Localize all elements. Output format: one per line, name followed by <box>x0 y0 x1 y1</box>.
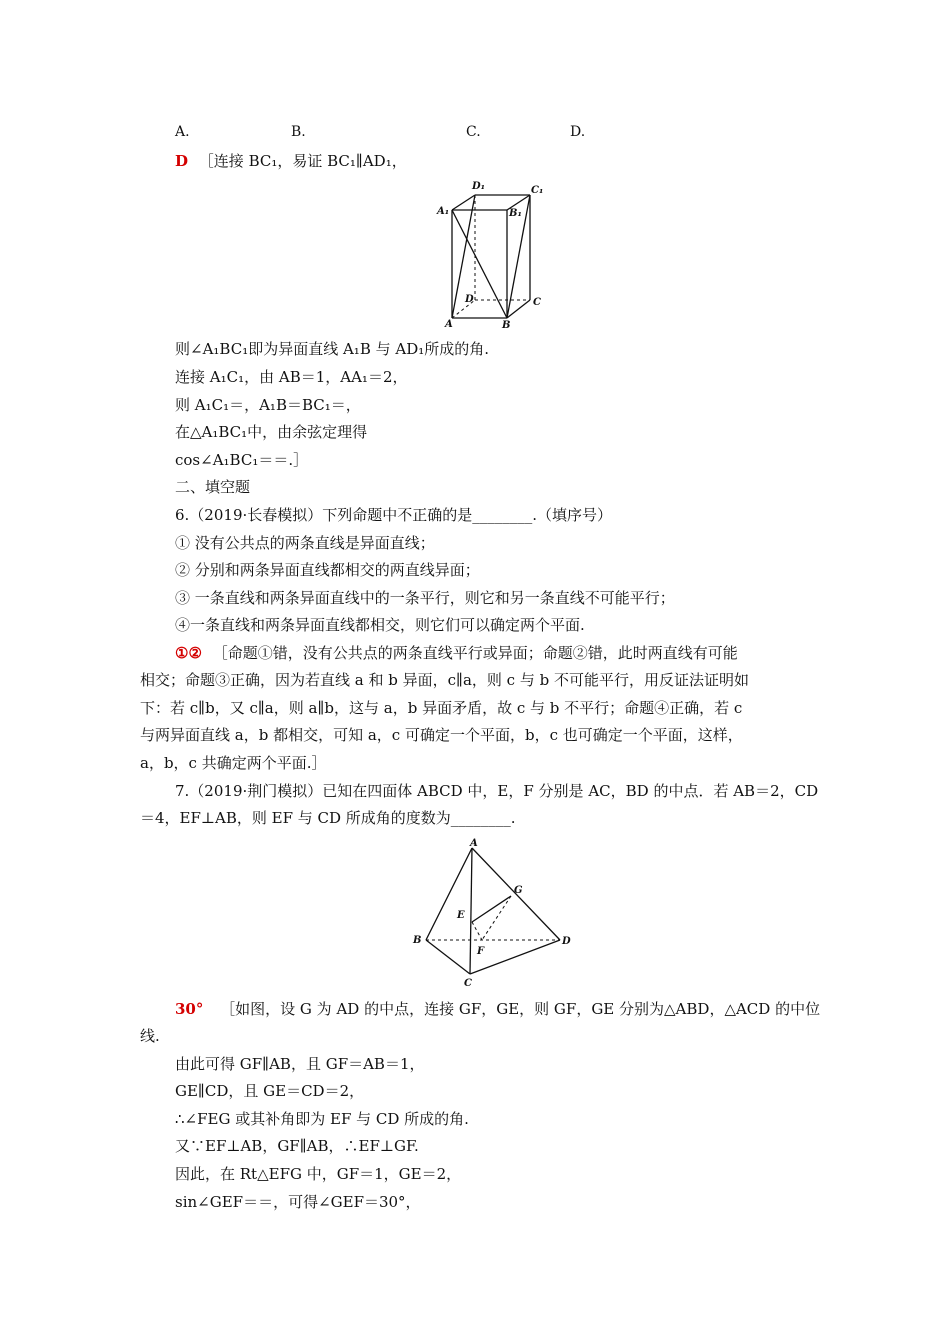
q6-solution-text: ［命题①错，没有公共点的两条直线平行或异面；命题②错，此时两直线有可能 <box>212 644 738 662</box>
section-heading: 二、填空题 <box>175 478 251 496</box>
q7-stem-line-1: 7.（2019·荆门模拟）已知在四面体 ABCD 中，E，F 分别是 AC，BD 的中点．若 AB＝2，CD <box>175 782 819 800</box>
q5-solution-line-2: 则∠A₁BC₁即为异面直线 A₁B 与 AD₁所成的角. <box>175 340 490 358</box>
q7-answer: 30° <box>175 1000 204 1018</box>
q7-solution-line-7: 因此，在 Rt△EFG 中，GF＝1，GE＝2， <box>175 1165 462 1183</box>
q7-solution-line-2: 线. <box>140 1027 160 1045</box>
q6-solution-line-1 <box>175 642 738 664</box>
q5-solution-line-3: 连接 A₁C₁，由 AB＝1，AA₁＝2， <box>175 368 408 386</box>
label-b-tet: B <box>413 935 422 946</box>
q7-stem-line-2: ＝4，EF⊥AB，则 EF 与 CD 所成角的度数为________. <box>140 809 516 827</box>
q7-solution-line-1 <box>175 998 820 1020</box>
label-d1: D₁ <box>472 181 486 192</box>
label-d: D <box>465 294 474 305</box>
label-c: C <box>533 297 541 308</box>
q6-item-4: ④一条直线和两条异面直线都相交，则它们可以确定两个平面. <box>175 616 585 634</box>
label-a: A <box>445 319 453 330</box>
q5-solution-text: ［连接 BC₁，易证 BC₁∥AD₁， <box>198 152 407 170</box>
label-e: E <box>457 910 465 921</box>
label-b: B <box>502 320 511 330</box>
q5-solution-line-4: 则 A₁C₁＝，A₁B＝BC₁＝， <box>175 396 361 414</box>
label-g: G <box>514 885 523 896</box>
q6-item-2: ② 分别和两条异面直线都相交的两直线异面； <box>175 561 480 579</box>
option-c: C. <box>466 124 481 140</box>
q6-solution-line-4: 与两异面直线 a，b 都相交，可知 a，c 可确定一个平面，b，c 也可确定一个平面，这样， <box>140 726 743 744</box>
option-a: A. <box>175 124 190 140</box>
q5-solution-line-6: cos∠A₁BC₁＝＝.］ <box>175 451 309 469</box>
q6-answer: ①② <box>175 644 202 662</box>
q7-solution-line-6: 又∵EF⊥AB，GF∥AB，∴EF⊥GF. <box>175 1137 419 1155</box>
q5-answer: D <box>175 152 189 170</box>
label-d-tet: D <box>562 936 571 947</box>
q7-solution-line-8: sin∠GEF＝＝，可得∠GEF＝30°， <box>175 1193 421 1211</box>
q7-solution-text: ［如图，设 G 为 AD 的中点，连接 GF，GE，则 GF，GE 分别为△ABD，△ACD 的中位 <box>220 1000 821 1018</box>
label-c1: C₁ <box>531 185 544 196</box>
tetrahedron-figure <box>408 836 580 988</box>
prism-figure <box>430 178 550 330</box>
q5-solution-line-5: 在△A₁BC₁中，由余弦定理得 <box>175 423 368 441</box>
label-c-tet: C <box>464 978 472 988</box>
option-b: B. <box>291 124 306 140</box>
q6-item-1: ① 没有公共点的两条直线是异面直线； <box>175 534 435 552</box>
label-b1: B₁ <box>509 208 522 219</box>
q7-solution-line-5: ∴∠FEG 或其补角即为 EF 与 CD 所成的角. <box>175 1110 469 1128</box>
q6-solution-line-5: a，b，c 共确定两个平面.］ <box>140 754 327 772</box>
label-f: F <box>477 946 485 957</box>
q7-solution-line-3: 由此可得 GF∥AB，且 GF＝AB＝1， <box>175 1055 425 1073</box>
label-a1: A₁ <box>437 206 450 217</box>
label-a-tet: A <box>470 838 478 849</box>
q7-solution-line-4: GE∥CD，且 GE＝CD＝2， <box>175 1082 365 1100</box>
q6-solution-line-2: 相交；命题③正确，因为若直线 a 和 b 异面，c∥a，则 c 与 b 不可能平行，用反证法证明如 <box>140 671 749 689</box>
q6-stem: 6.（2019·长春模拟）下列命题中不正确的是________.（填序号） <box>175 506 613 524</box>
option-d: D. <box>570 124 586 140</box>
q5-solution-line-1 <box>175 150 407 172</box>
q6-item-3: ③ 一条直线和两条异面直线中的一条平行，则它和另一条直线不可能平行； <box>175 589 675 607</box>
q6-solution-line-3: 下：若 c∥b，又 c∥a，则 a∥b，这与 a，b 异面矛盾，故 c 与 b 不平行；命题④正确，若 c <box>140 699 743 717</box>
